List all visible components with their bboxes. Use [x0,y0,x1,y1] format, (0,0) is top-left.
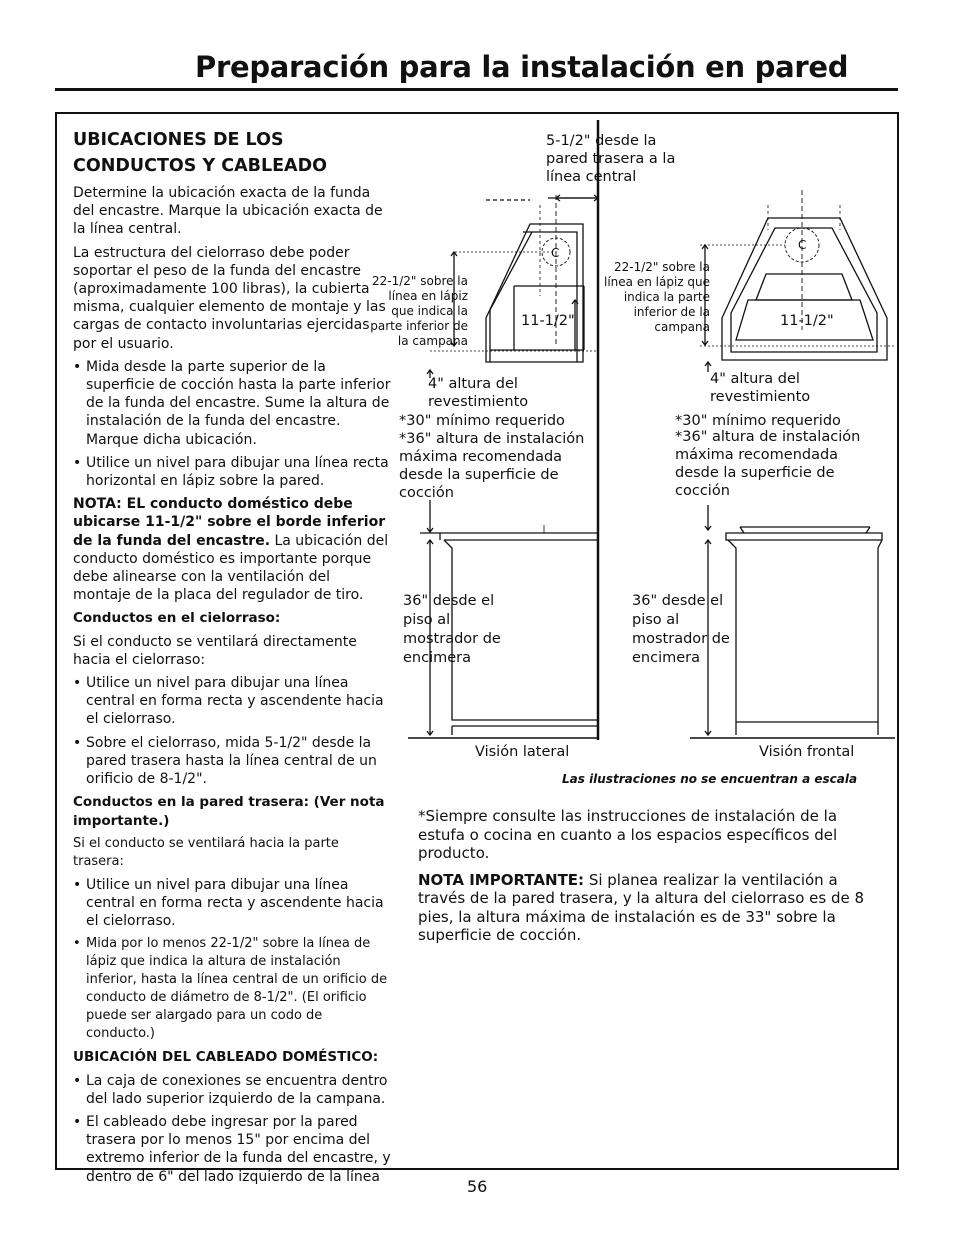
structure-paragraph: La estructura del cielorraso debe poder soportar el peso de la funda del encastre (aproximadamente 100 libras), la cubierta misma, cualquier elemento de montaje y las cargas de contacto involuntarias ejercidas por el usuario. [73,244,386,352]
important-note [418,871,888,945]
front-caption: Visión frontal [759,744,855,760]
rear-intro: Si el conducto se ventilará hacia la parte trasera: [73,835,339,869]
list-item: • Utilice un nivel para dibujar una línea central en forma recta y ascendente hacia el cielorraso. [73,674,391,729]
wiring-heading: UBICACIÓN DEL CABLEADO DOMÉSTICO: [73,1049,379,1066]
ceiling-intro: Si el conducto se ventilará directamente hacia el cielorraso: [73,633,357,668]
asterisk-note: *Siempre consulte las instrucciones de instalación de la estufa o cocina en cuanto a los espacios específicos del producto. [418,807,838,862]
list-item: • Utilice un nivel para dibujar una línea recta horizontal en lápiz sobre la pared. [73,454,391,490]
front-max-label: *36" altura de instalación máxima recomendada desde la superficie de cocción [675,429,861,499]
heading-line-1: UBICACIONES DE LOS [73,130,284,150]
side-pencil-label: 22-1/2" sobre la línea en lápiz que indica la parte inferior de la campana [370,274,468,348]
list-item: • Utilice un nivel para dibujar una línea central en forma recta y ascendente hacia el cielorraso. [73,876,391,931]
list-item: • Sobre el cielorraso, mida 5-1/2" desde la pared trasera hasta la línea central de un orificio de 8-1/2". [73,734,391,789]
page-number: 56 [467,1177,488,1196]
front-min-label: *30" mínimo requerido [675,413,841,429]
rear-heading: Conductos en la pared trasera: (Ver nota importante.) [73,794,385,829]
side-centerline-symbol: C [551,246,560,260]
nota-bold: NOTA: EL conducto doméstico debe ubicarse 11-1/2" sobre el borde inferior de la funda del encastre. [73,496,386,549]
side-counter-label: 36" desde el piso al mostrador de encimera [403,593,501,666]
front-centerline-symbol: C [798,238,807,252]
side-dim-label: 11-1/2" [521,313,575,329]
side-caption: Visión lateral [475,744,570,760]
nota-rest: La ubicación del conducto doméstico es importante porque debe alinearse con la ventilación del montaje de la placa del regulador de tiro. [73,532,389,604]
front-backsplash-label: 4" altura del revestimiento [710,371,811,405]
scale-note: Las ilustraciones no se encuentran a escala [562,772,858,786]
front-dim-label: 11-1/2" [780,313,834,329]
side-backsplash-label: 4" altura del revestimiento [428,376,529,410]
bottom-notes [418,807,888,953]
list-item: • El cableado debe ingresar por la pared trasera por lo menos 15" por encima del extremo inferior de la funda del encastre, y dentro de 6" del lado izquierdo de la línea [73,1113,391,1186]
side-top-label: 5-1/2" desde la pared trasera a la línea central [546,133,676,185]
list-item: • Mida por lo menos 22-1/2" sobre la línea de lápiz que indica la altura de instalación inferior, hasta la línea central de un orificio de conducto de diámetro de 8-1/2". (El orificio puede ser alargado para un codo de conducto.) [73,935,391,1043]
front-counter-label: 36" desde el piso al mostrador de encimera [632,593,730,666]
front-pencil-label: 22-1/2" sobre la línea en lápiz que indica la parte inferior de la campana [604,260,710,334]
ceiling-heading: Conductos en el cielorraso: [73,610,281,627]
list-item: • Mida desde la parte superior de la superficie de cocción hasta la parte inferior de la funda del encastre. Sume la altura de instalación de la funda del encastre. Marque dicha ubicación. [73,358,391,449]
intro-paragraph: Determine la ubicación exacta de la funda del encastre. Marque la ubicación exacta de la línea central. [73,185,383,238]
important-note-label: NOTA IMPORTANTE: [418,870,585,889]
heading-line-2: CONDUCTOS Y CABLEADO [73,156,327,176]
side-min-label: *30" mínimo requerido [399,413,565,429]
list-item: • La caja de conexiones se encuentra dentro del lado superior izquierdo de la campana. [73,1072,391,1108]
side-max-label: *36" altura de instalación máxima recomendada desde la superficie de cocción [399,431,585,501]
page-title: Preparación para la instalación en pared [195,50,849,84]
important-note-text: Si planea realizar la ventilación a través de la pared trasera, y la altura del cielorraso es de 8 pies, la altura máxima de instalación es de 33" sobre la superficie de cocción. [418,870,865,944]
